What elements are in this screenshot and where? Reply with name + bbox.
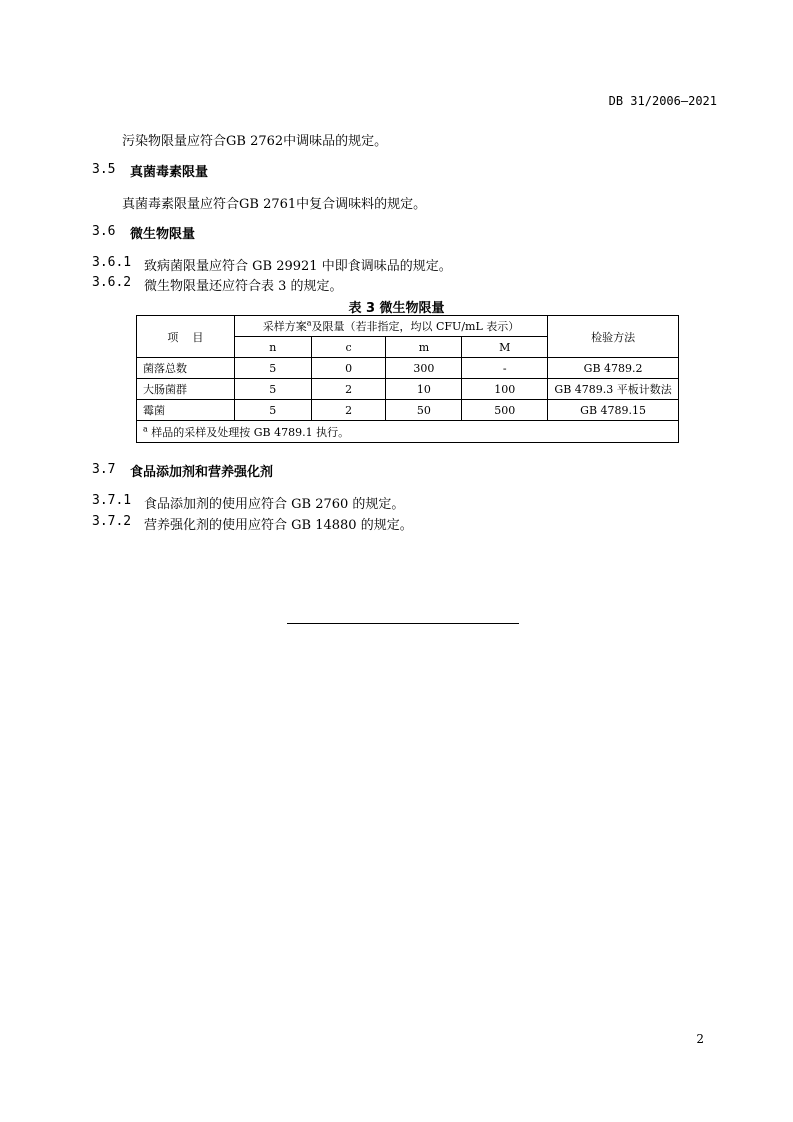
section-3-6-2-text: 微生物限量还应符合表 3 的规定。: [144, 279, 343, 294]
page-number: 2: [696, 1032, 704, 1046]
section-3-5-number: 3.5: [92, 162, 116, 177]
row-M: -: [462, 358, 548, 379]
subheader-n: n: [234, 337, 311, 358]
footnote-marker: a: [143, 423, 148, 433]
section-3-6-1-number: 3.6.1: [92, 255, 132, 270]
section-3-6-number: 3.6: [92, 224, 116, 239]
row-m: 300: [386, 358, 462, 379]
subheader-c: c: [311, 337, 386, 358]
footnote-marker: a: [306, 318, 312, 328]
footnote-text: 样品的采样及处理按 GB 4789.1 执行。: [147, 425, 350, 439]
section-3-7-1-number: 3.7.1: [92, 493, 132, 508]
row-c: 0: [311, 358, 386, 379]
row-n: 5: [234, 400, 311, 421]
row-m: 10: [386, 379, 462, 400]
end-of-document-rule: [287, 623, 519, 624]
section-3-7-2-number: 3.7.2: [92, 514, 132, 529]
table-row: [137, 400, 679, 421]
row-c: 2: [311, 379, 386, 400]
header-sampling-plan-prefix: 采样方案: [262, 320, 307, 333]
header-item: 项 目: [137, 316, 235, 358]
table-row: [137, 358, 679, 379]
section-3-6-1-text: 致病菌限量应符合 GB 29921 中即食调味品的规定。: [144, 259, 452, 274]
subheader-m: m: [386, 337, 462, 358]
table-footnote: [137, 421, 679, 443]
header-test-method: 检验方法: [548, 316, 679, 358]
section-3-7-2-text: 营养强化剂的使用应符合 GB 14880 的规定。: [144, 518, 413, 533]
section-3-7-1-text: 食品添加剂的使用应符合 GB 2760 的规定。: [144, 497, 405, 512]
row-n: 5: [234, 379, 311, 400]
row-item: 菌落总数: [137, 358, 235, 379]
row-method: GB 4789.15: [548, 400, 679, 421]
row-method: GB 4789.3 平板计数法: [548, 379, 679, 400]
row-item: 霉菌: [137, 400, 235, 421]
row-method: GB 4789.2: [548, 358, 679, 379]
header-sampling-plan: [234, 316, 547, 337]
table-3-caption: 表 3 微生物限量: [348, 301, 445, 316]
section-3-7-title: 食品添加剂和营养强化剂: [130, 465, 274, 480]
section-3-6-2-number: 3.6.2: [92, 275, 132, 290]
row-item: 大肠菌群: [137, 379, 235, 400]
row-M: 100: [462, 379, 548, 400]
pollutant-limit-paragraph: 污染物限量应符合GB 2762中调味品的规定。: [122, 134, 388, 149]
row-c: 2: [311, 400, 386, 421]
row-M: 500: [462, 400, 548, 421]
table-footnote-row: [137, 421, 679, 443]
header-sampling-plan-suffix: 及限量（若非指定，均以 CFU/mL 表示）: [311, 320, 520, 333]
section-3-6-title: 微生物限量: [130, 227, 196, 242]
subheader-M: M: [462, 337, 548, 358]
mycotoxin-limit-paragraph: 真菌毒素限量应符合GB 2761中复合调味料的规定。: [122, 197, 427, 212]
table-header-row: [137, 316, 679, 337]
document-code: DB 31/2006—2021: [608, 94, 717, 108]
table-row: [137, 379, 679, 400]
row-m: 50: [386, 400, 462, 421]
microbial-limit-table: [136, 315, 679, 443]
row-n: 5: [234, 358, 311, 379]
section-3-5-title: 真菌毒素限量: [130, 165, 209, 180]
section-3-7-number: 3.7: [92, 462, 116, 477]
